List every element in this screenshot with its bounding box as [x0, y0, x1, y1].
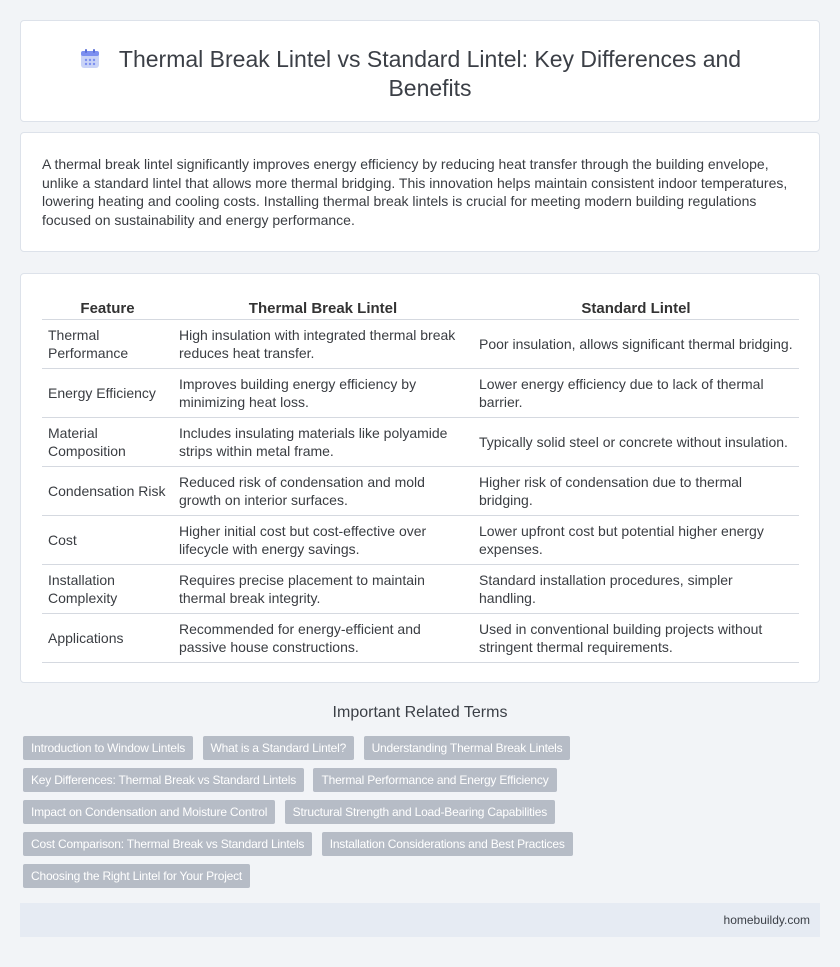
- feature-cell: Installation Complexity: [42, 564, 173, 613]
- table-header-row: [42, 295, 799, 319]
- related-term-tag[interactable]: Thermal Performance and Energy Efficiency: [313, 768, 556, 792]
- column-header-thermal-break: Thermal Break Lintel: [173, 295, 473, 319]
- table-row: [42, 613, 799, 662]
- related-term-tag[interactable]: What is a Standard Lintel?: [203, 736, 355, 760]
- feature-cell: Thermal Performance: [42, 319, 173, 368]
- related-term-tag[interactable]: Structural Strength and Load-Bearing Capabilities: [285, 800, 555, 824]
- feature-cell: Condensation Risk: [42, 466, 173, 515]
- feature-cell: Material Composition: [42, 417, 173, 466]
- related-term-tag[interactable]: Understanding Thermal Break Lintels: [364, 736, 571, 760]
- standard-cell: Lower energy efficiency due to lack of thermal barrier.: [473, 368, 799, 417]
- thermal-break-cell: Higher initial cost but cost-effective over lifecycle with energy savings.: [173, 515, 473, 564]
- related-terms-list: [23, 736, 623, 896]
- comparison-table: [42, 295, 799, 663]
- standard-cell: Standard installation procedures, simpler handling.: [473, 564, 799, 613]
- thermal-break-cell: Requires precise placement to maintain thermal break integrity.: [173, 564, 473, 613]
- thermal-break-cell: High insulation with integrated thermal break reduces heat transfer.: [173, 319, 473, 368]
- header-card: [20, 20, 820, 122]
- feature-cell: Energy Efficiency: [42, 368, 173, 417]
- standard-cell: Higher risk of condensation due to thermal bridging.: [473, 466, 799, 515]
- footer: [20, 903, 820, 937]
- related-terms-heading: Important Related Terms: [332, 704, 508, 721]
- table-row: [42, 368, 799, 417]
- intro-card: [20, 132, 820, 252]
- footer-site-link[interactable]: homebuildy.com: [723, 913, 810, 927]
- table-row: [42, 564, 799, 613]
- table-row: [42, 319, 799, 368]
- standard-cell: Lower upfront cost but potential higher energy expenses.: [473, 515, 799, 564]
- column-header-feature: Feature: [42, 295, 173, 319]
- comparison-card: [20, 273, 820, 683]
- related-term-tag[interactable]: Cost Comparison: Thermal Break vs Standard Lintels: [23, 832, 312, 856]
- table-row: [42, 466, 799, 515]
- page-title: Thermal Break Lintel vs Standard Lintel: Key Differences and Benefits: [118, 46, 742, 101]
- thermal-break-cell: Includes insulating materials like polyamide strips within metal frame.: [173, 417, 473, 466]
- thermal-break-cell: Improves building energy efficiency by minimizing heat loss.: [173, 368, 473, 417]
- standard-cell: Poor insulation, allows significant thermal bridging.: [473, 319, 799, 368]
- standard-cell: Typically solid steel or concrete without insulation.: [473, 417, 799, 466]
- related-term-tag[interactable]: Introduction to Window Lintels: [23, 736, 193, 760]
- thermal-break-cell: Reduced risk of condensation and mold growth on interior surfaces.: [173, 466, 473, 515]
- intro-paragraph: A thermal break lintel significantly improves energy efficiency by reducing heat transfer through the building envelope, unlike a standard lintel that allows more thermal bridging. This innovation helps maintain consistent indoor temperatures, lowering heating and cooling costs. Installing thermal break lintels is crucial for meeting modern building regulations focused on sustainability and energy performance.: [42, 156, 788, 228]
- related-term-tag[interactable]: Installation Considerations and Best Practices: [322, 832, 573, 856]
- thermal-break-cell: Recommended for energy-efficient and passive house constructions.: [173, 613, 473, 662]
- column-header-standard: Standard Lintel: [473, 295, 799, 319]
- related-term-tag[interactable]: Impact on Condensation and Moisture Control: [23, 800, 275, 824]
- feature-cell: Cost: [42, 515, 173, 564]
- standard-cell: Used in conventional building projects without stringent thermal requirements.: [473, 613, 799, 662]
- table-row: [42, 515, 799, 564]
- table-row: [42, 417, 799, 466]
- related-term-tag[interactable]: Choosing the Right Lintel for Your Project: [23, 864, 250, 888]
- related-term-tag[interactable]: Key Differences: Thermal Break vs Standard Lintels: [23, 768, 304, 792]
- feature-cell: Applications: [42, 613, 173, 662]
